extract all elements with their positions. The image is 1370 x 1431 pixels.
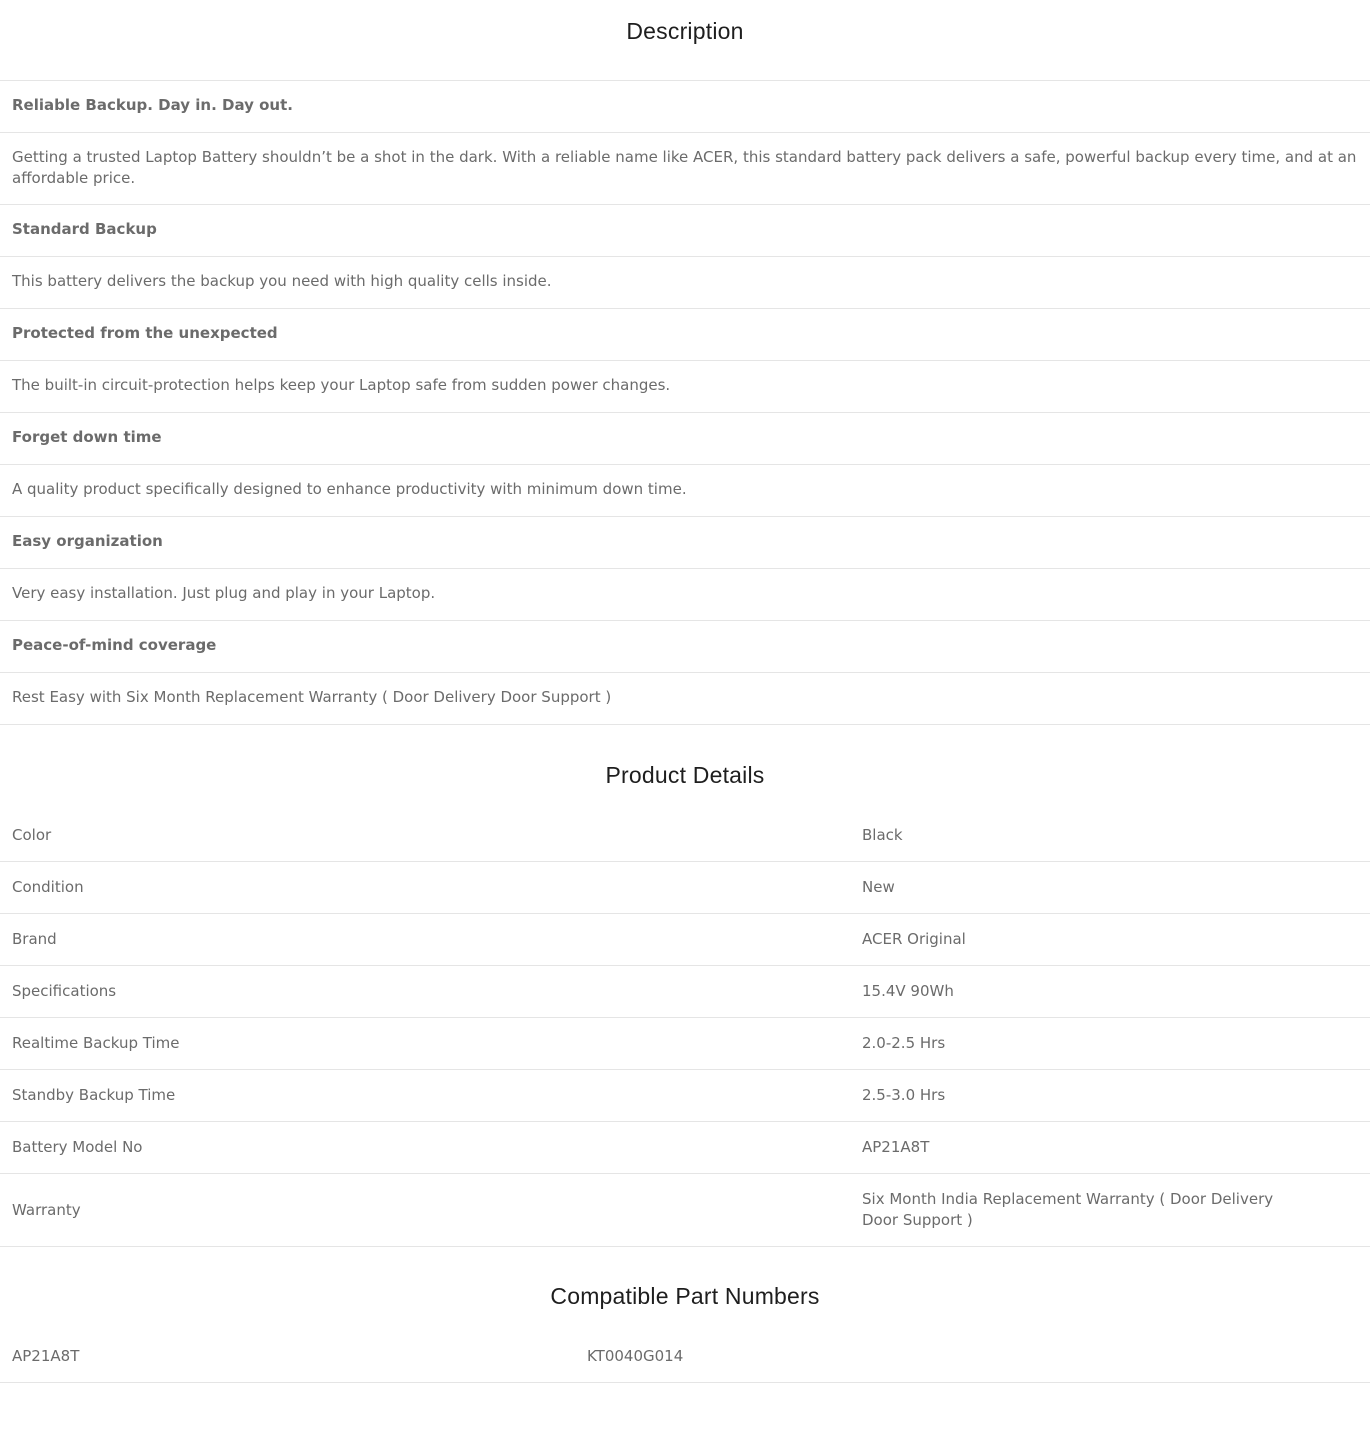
detail-label: Warranty [0, 1174, 850, 1247]
description-heading: Standard Backup [0, 205, 1370, 257]
table-row [0, 914, 1370, 966]
detail-value: AP21A8T [850, 1122, 1370, 1174]
compatible-parts-table [0, 1346, 1370, 1383]
table-row [0, 1346, 1370, 1383]
compatible-parts-section [0, 1247, 1370, 1383]
description-text: Very easy installation. Just plug and play in your Laptop. [0, 569, 1370, 621]
detail-value: Black [850, 825, 1370, 862]
compatible-parts-title: Compatible Part Numbers [550, 1283, 820, 1309]
detail-label: Brand [0, 914, 850, 966]
detail-label: Standby Backup Time [0, 1070, 850, 1122]
detail-label: Realtime Backup Time [0, 1018, 850, 1070]
detail-value: Six Month India Replacement Warranty ( Door Delivery Door Support ) [850, 1174, 1370, 1247]
detail-label: Color [0, 825, 850, 862]
description-text: A quality product specifically designed to enhance productivity with minimum down time. [0, 465, 1370, 517]
table-row [0, 966, 1370, 1018]
part-number: KT0040G014 [575, 1346, 1370, 1383]
product-details-table [0, 825, 1370, 1247]
table-row [0, 1018, 1370, 1070]
detail-label: Battery Model No [0, 1122, 850, 1174]
description-title: Description [0, 0, 1370, 81]
description-list [0, 81, 1370, 725]
description-heading: Peace-of-mind coverage [0, 621, 1370, 673]
description-text: Rest Easy with Six Month Replacement Warranty ( Door Delivery Door Support ) [0, 673, 1370, 725]
description-heading: Reliable Backup. Day in. Day out. [0, 81, 1370, 133]
description-text: This battery delivers the backup you need with high quality cells inside. [0, 257, 1370, 309]
table-row [0, 1174, 1370, 1247]
description-text: Getting a trusted Laptop Battery shouldn’t be a shot in the dark. With a reliable name like ACER, this standard battery pack delivers a safe, powerful backup every time, and at an affordable price. [0, 133, 1370, 205]
detail-value: 2.0-2.5 Hrs [850, 1018, 1370, 1070]
detail-value: 15.4V 90Wh [850, 966, 1370, 1018]
detail-label: Condition [0, 862, 850, 914]
description-heading: Protected from the unexpected [0, 309, 1370, 361]
table-row [0, 825, 1370, 862]
part-number: AP21A8T [0, 1346, 575, 1383]
table-row [0, 1070, 1370, 1122]
product-details-title: Product Details [605, 762, 765, 788]
description-text: The built-in circuit-protection helps keep your Laptop safe from sudden power changes. [0, 361, 1370, 413]
description-heading: Easy organization [0, 517, 1370, 569]
product-details-section [0, 725, 1370, 1247]
detail-value: ACER Original [850, 914, 1370, 966]
table-row [0, 1122, 1370, 1174]
table-row [0, 862, 1370, 914]
description-heading: Forget down time [0, 413, 1370, 465]
detail-label: Specifications [0, 966, 850, 1018]
detail-value: 2.5-3.0 Hrs [850, 1070, 1370, 1122]
detail-value: New [850, 862, 1370, 914]
